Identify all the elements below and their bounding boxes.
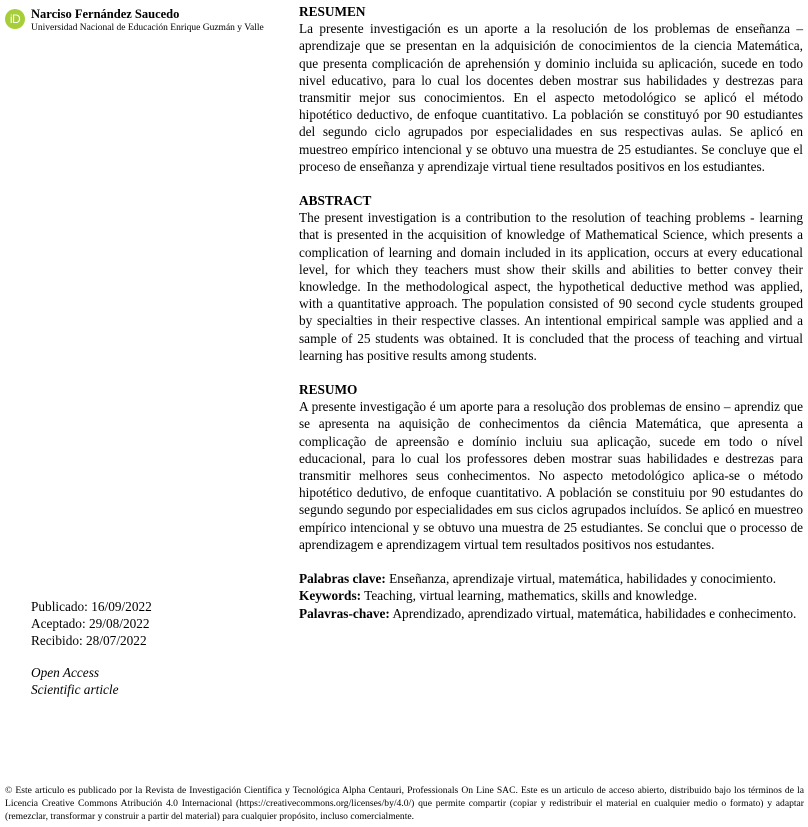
section-resumo — [299, 381, 803, 553]
spacer — [31, 649, 152, 664]
license-footer: © Este articulo es publicado por la Revista de Investigación Científica y Tecnológica Alpha Centauri, Professionals On Line SAC. Este es un articulo de acceso abierto, distribuido bajo los términos de la Licencia Creative Commons Atribución 4.0 Internacional (https://creativecommons.org/licenses/by/4.0/) que permite compartir (copiar y redistribuir el material en cualquier medio o formato) y adaptar (remezclar, transformar y construir a partir del material) para cualquier propósito, incluso comercialmente. — [5, 785, 804, 823]
keywords-text: Teaching, virtual learning, mathematics, skills and knowledge. — [364, 588, 698, 604]
keywords-label: Palavras-chave: — [299, 605, 390, 621]
section-abstract — [299, 192, 803, 364]
article-metadata — [31, 598, 152, 698]
keywords-es — [299, 570, 803, 587]
author-name: Narciso Fernández Saucedo — [31, 7, 180, 21]
abstract-column — [299, 3, 803, 622]
keywords-label: Keywords: — [299, 588, 362, 604]
section-body: A presente investigação é um aporte para a resolução dos problemas de ensino – aprendiz que se apresenta na aquisição de conhecimentos da ciência Matemática, que apresenta a complicação de apreensão e domínio incluiu sua aplicação, sucede em todo o nível educacional, para lo cual los professores deben mostrar suas habilidades e destrezas para transmitir melhores seus conhecimentos. No aspecto metodológico aplica-se o método hipotético dedutivo, de enfoque cuantitativo. A población se constituiu por 90 estudantes do segundo segundo por especialidades em sus ciclos agrupados incluídos. Se aplicó en muestreo empírico intencional y se obtuvo una muestra de 25 estudiantes. Se conclui que o processo de aprendizagem e aprendizagem virtual tem resultados positivos nos estudantes. — [299, 399, 803, 552]
open-access-label: Open Access — [31, 665, 100, 680]
received-date: Recibido: 28/07/2022 — [31, 633, 147, 648]
author-block — [5, 7, 264, 34]
orcid-icon[interactable]: iD — [5, 9, 25, 29]
keywords-text: Aprendizado, aprendizado virtual, matemática, habilidades e conhecimento. — [392, 605, 797, 621]
keywords-text: Enseñanza, aprendizaje virtual, matemática, habilidades y conocimiento. — [389, 571, 777, 587]
section-body: The present investigation is a contribution to the resolution of teaching problems - learning that is presented in the acquisition of knowledge of Mathematical Science, which presents a complication of learning and domain included in its application, occurs at every educational level, for which they teachers must show their skills and abilities to better convey their knowledge. In the methodological aspect, the hypothetical deductive method was applied, with a quantitative approach. The population consisted of 90 second cycle students grouped by specialties in their respective classes. An intentional empirical sample was applied and a sample of 25 students was obtained. It is concluded that the process of teaching and virtual learning has positive results among students. — [299, 210, 803, 363]
accepted-date: Aceptado: 29/08/2022 — [31, 616, 150, 631]
section-resumen — [299, 3, 803, 175]
author-info — [31, 7, 264, 34]
author-affiliation: Universidad Nacional de Educación Enrique Guzmán y Valle — [31, 23, 264, 33]
keywords-label: Palabras clave: — [299, 571, 386, 587]
section-heading: ABSTRACT — [299, 193, 372, 209]
keywords-en — [299, 587, 803, 604]
section-body: La presente investigación es un aporte a la resolución de los problemas de enseñanza – aprendizaje que se presentan en la adquisición de conocimientos de la ciencia Matemática, que presenta complicación de aprehensión y dominio incluida su aplicación, sucede en todo nivel educativo, para lo cual los docentes deben mostrar sus habilidades y destrezas para transmitir mejor sus conocimientos. En el aspecto metodológico se aplicó el método hipotético deductivo, de enfoque cuantitativo. La población se constituyó por 90 estudiantes del segundo ciclo agrupados por especialidades en sus respectivas aulas. Se aplicó en muestreo empírico intencional y se obtuvo una muestra de 25 estudiantes. Se concluye que el proceso de enseñanza y aprendizaje virtual tiene resultados positivos en los estudiantes. — [299, 21, 803, 174]
section-heading: RESUMEN — [299, 4, 366, 19]
section-heading: RESUMO — [299, 382, 358, 398]
article-type-label: Scientific article — [31, 682, 119, 697]
published-date: Publicado: 16/09/2022 — [31, 599, 152, 614]
keywords-pt — [299, 605, 803, 622]
keywords-block — [299, 570, 803, 622]
